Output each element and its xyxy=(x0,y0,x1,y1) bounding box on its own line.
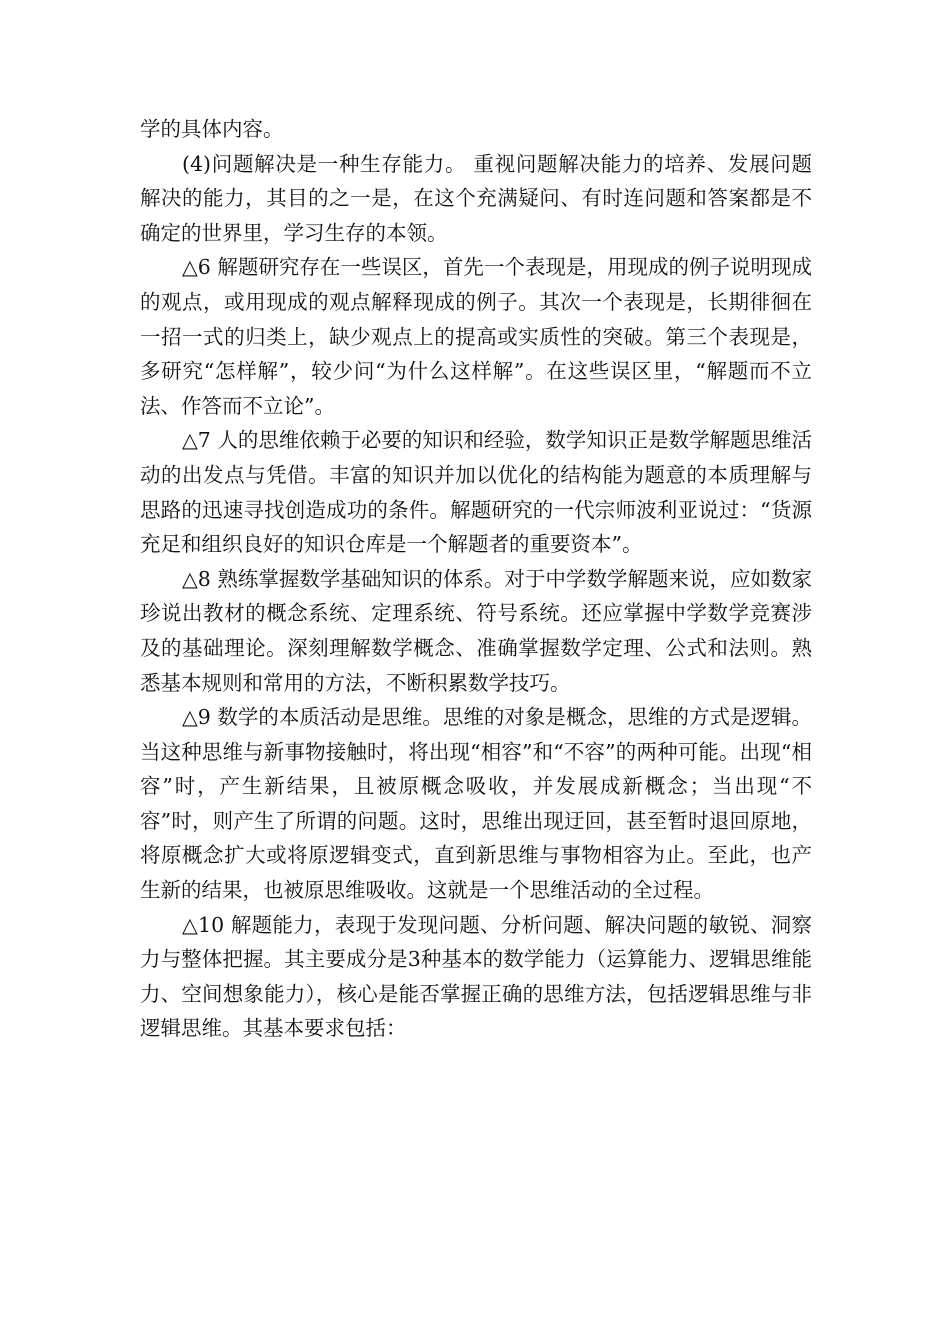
document-body xyxy=(140,112,812,1046)
paragraph-point-9: △9 数学的本质活动是思维。思维的对象是概念，思维的方式是逻辑。当这种思维与新事物接触时，将出现“相容”和“不容”的两种可能。出现“相容”时，产生新结果，且被原概念吸收，并发展成新概念；当出现“不容”时，则产生了所谓的问题。这时，思维出现迂回，甚至暂时退回原地，将原概念扩大或将原逻辑变式，直到新思维与事物相容为止。至此，也产生新的结果，也被原思维吸收。这就是一个思维活动的全过程。 xyxy=(140,705,812,903)
paragraph-point-7: △7 人的思维依赖于必要的知识和经验，数学知识正是数学解题思维活动的出发点与凭借。丰富的知识并加以优化的结构能为题意的本质理解与思路的迅速寻找创造成功的条件。解题研究的一代宗师波利亚说过：“货源充足和组织良好的知识仓库是一个解题者的重要资本”。 xyxy=(140,428,812,557)
paragraph-problem-solving-survival: (4)问题解决是一种生存能力。 重视问题解决能力的培养、发展问题解决的能力，其目的之一是，在这个充满疑问、有时连问题和答案都是不确定的世界里，学习生存的本领。 xyxy=(140,151,812,245)
paragraph-continuation: 学的具体内容。 xyxy=(140,117,284,141)
paragraph-point-10: △10 解题能力，表现于发现问题、分析问题、解决问题的敏锐、洞察力与整体把握。其主要成分是3种基本的数学能力（运算能力、逻辑思维能力、空间想象能力），核心是能否掌握正确的思维方法，包括逻辑思维与非逻辑思维。其基本要求包括： xyxy=(140,912,812,1041)
paragraph-point-8: △8 熟练掌握数学基础知识的体系。对于中学数学解题来说，应如数家珍说出教材的概念系统、定理系统、符号系统。还应掌握中学数学竞赛涉及的基础理论。深刻理解数学概念、准确掌握数学定理、公式和法则。熟悉基本规则和常用的方法，不断积累数学技巧。 xyxy=(140,566,812,695)
paragraph-point-6: △6 解题研究存在一些误区，首先一个表现是，用现成的例子说明现成的观点，或用现成的观点解释现成的例子。其次一个表现是，长期徘徊在一招一式的归类上，缺少观点上的提高或实质性的突破。第三个表现是，多研究“怎样解”，较少问“为什么这样解”。在这些误区里，“解题而不立法、作答而不立论”。 xyxy=(140,255,812,418)
